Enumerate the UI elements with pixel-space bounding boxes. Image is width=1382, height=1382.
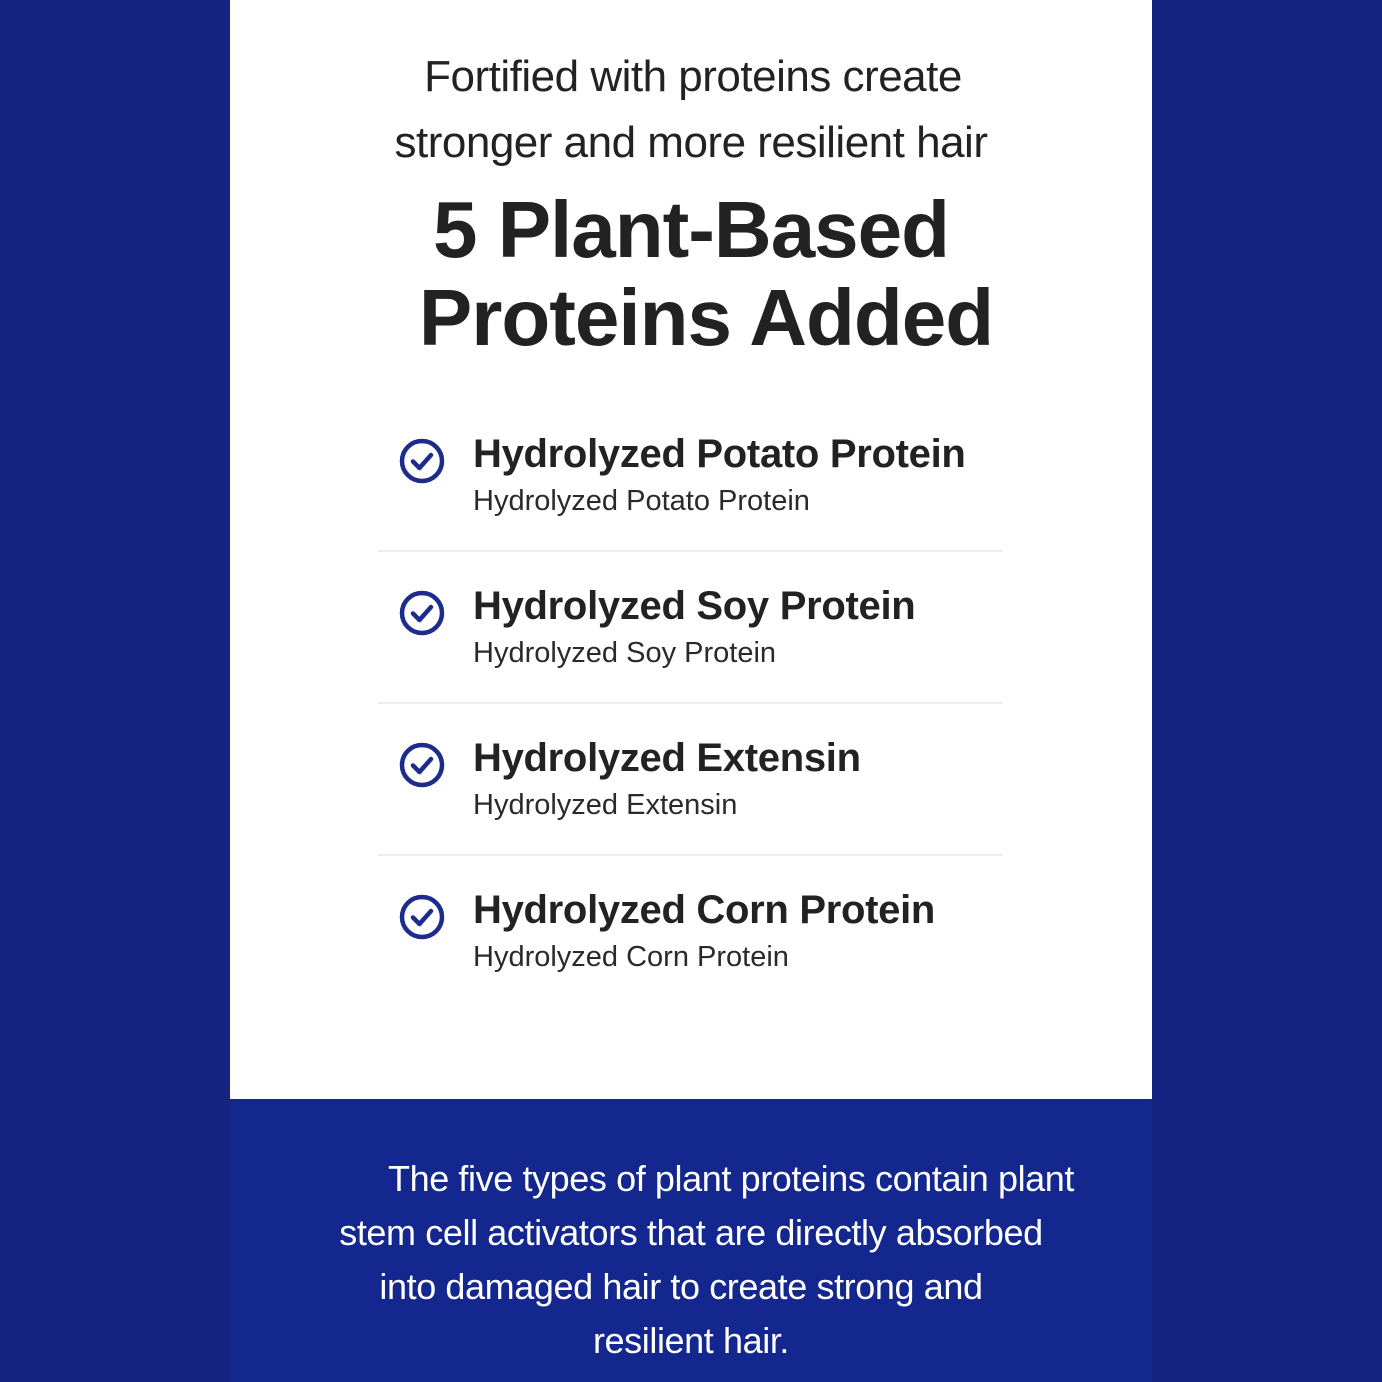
title-line-2: Proteins Added: [418, 273, 994, 362]
protein-list: [378, 430, 1003, 1038]
protein-title: Hydrolyzed Soy Protein: [473, 584, 916, 628]
protein-subtitle: Hydrolyzed Soy Protein: [473, 637, 777, 669]
check-circle-icon: [399, 438, 445, 484]
check-circle-icon: [399, 590, 445, 636]
divider: [378, 702, 1003, 704]
page-title: [230, 186, 1152, 362]
divider: [378, 854, 1003, 856]
description-line-2: stem cell activators that are directly absorbed: [339, 1212, 1043, 1253]
description-text: [230, 1152, 1152, 1368]
subtitle-line-2: stronger and more resilient hair: [394, 118, 988, 167]
description-line-1: The five types of plant proteins contain plant: [387, 1158, 1075, 1199]
list-item: [378, 734, 1003, 886]
description-line-4: resilient hair.: [592, 1320, 790, 1361]
list-item: [378, 430, 1003, 582]
subtitle-line-1: Fortified with proteins create: [424, 52, 962, 101]
protein-title: Hydrolyzed Corn Protein: [473, 888, 936, 932]
divider: [378, 550, 1003, 552]
list-item: [378, 886, 1003, 1038]
intro-subtitle: [230, 44, 1152, 176]
protein-subtitle: Hydrolyzed Extensin: [473, 789, 738, 821]
protein-title: Hydrolyzed Potato Protein: [473, 432, 966, 476]
protein-subtitle: Hydrolyzed Corn Protein: [473, 941, 789, 973]
title-line-1: 5 Plant-Based: [432, 185, 950, 274]
check-circle-icon: [399, 742, 445, 788]
list-item: [378, 582, 1003, 734]
check-circle-icon: [399, 894, 445, 940]
description-line-3: into damaged hair to create strong and: [379, 1266, 983, 1307]
protein-title: Hydrolyzed Extensin: [473, 736, 861, 780]
protein-subtitle: Hydrolyzed Potato Protein: [473, 485, 810, 517]
